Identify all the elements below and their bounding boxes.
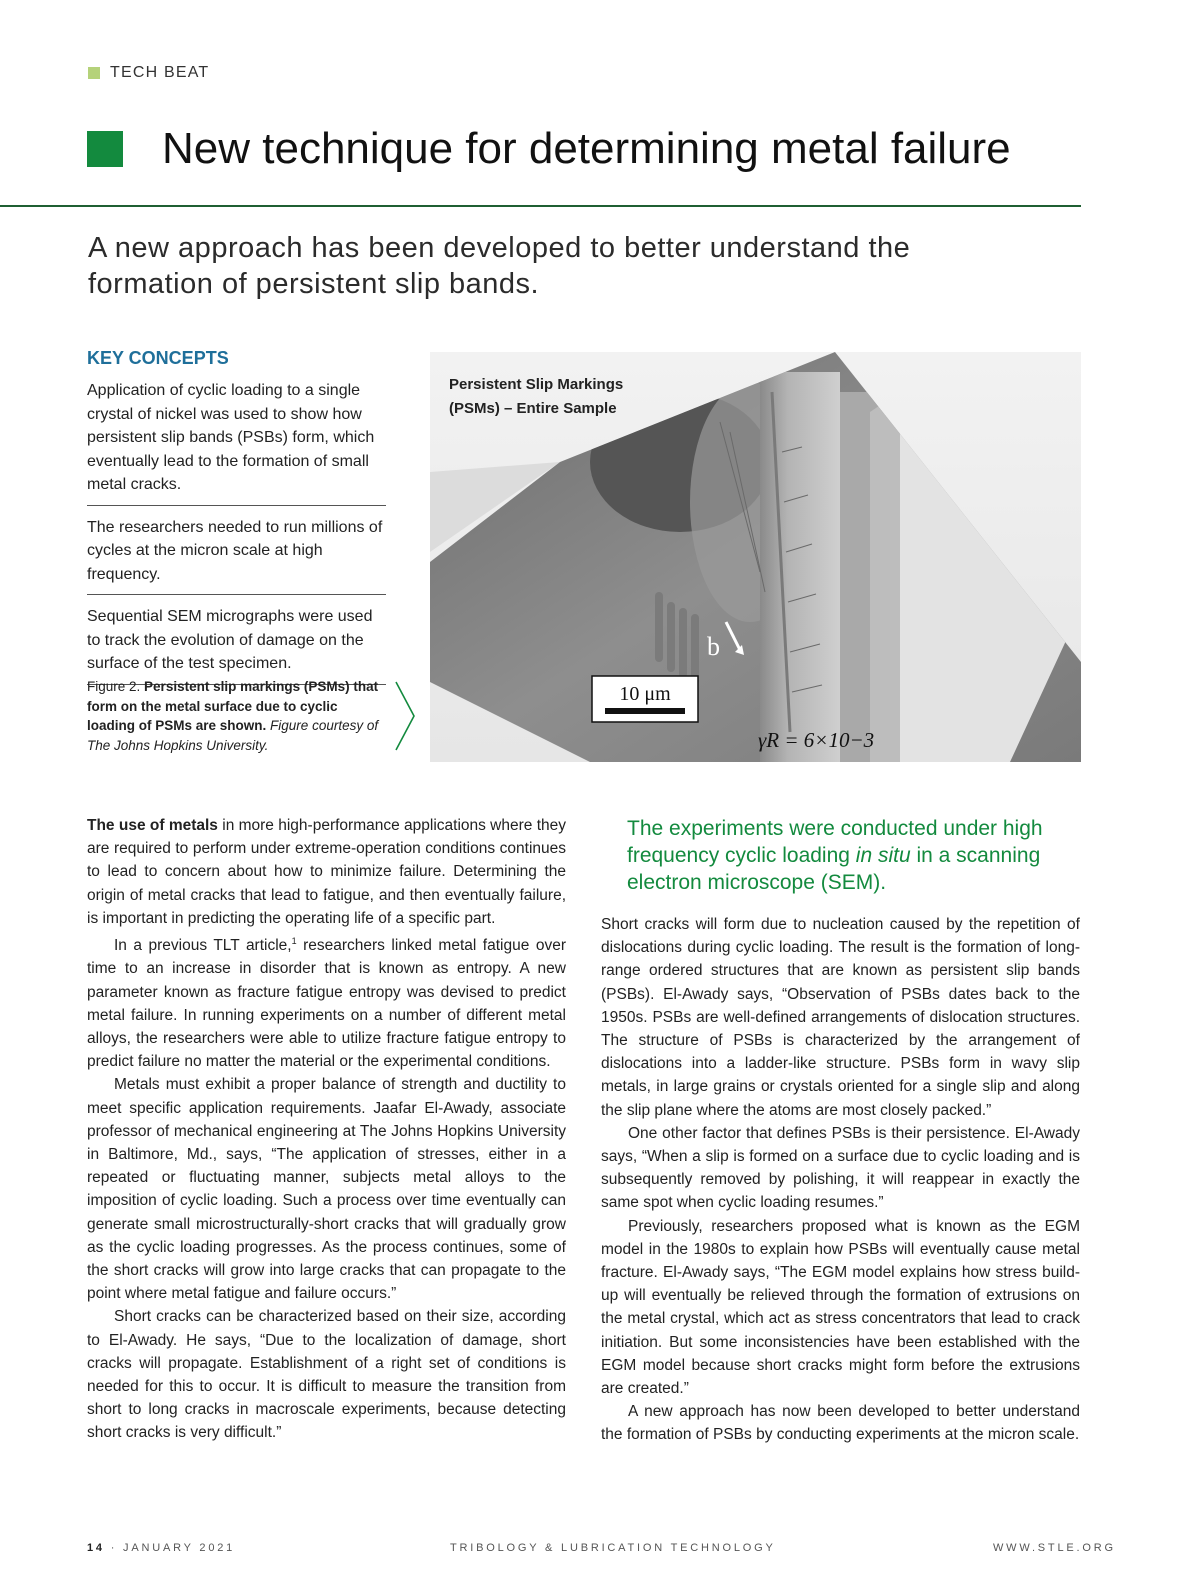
issue-date: JANUARY 2021 [123,1542,236,1554]
figure-label-line1: Persistent Slip Markings [449,376,624,393]
paragraph: A new approach has now been developed to better understand the formation of PSBs by conducting experiments at the micron scale. [601,1403,1080,1444]
article-title: New technique for determining metal failure [162,124,1011,173]
paragraph: Short cracks will form due to nucleation caused by the repetition of dislocations during cyclic loading. The result is the formation of long-range ordered structures that are known as persistent slip bands (PSBs). El-Awady says, “Observation of PSBs dates back to the 1950s. PSBs are well-defined arrangements of dislocation structures. The structure of PSBs is characterized by the arrangement of dislocations into a ladder-like structure. PSBs form in wavy slip metals, in large grains or crystals oriented for a single slip and along the slip plane where the atoms are most closely packed.” [601,916,1080,1119]
paragraph: One other factor that defines PSBs is their persistence. El-Awady says, “When a slip is formed on a surface due to cyclic loading and is subsequently removed by polishing, it will reappear in exactly the same spot when cyclic loading resumes.” [601,1124,1080,1212]
footer-separator: · [110,1542,118,1554]
sem-micrograph-figure [430,352,1081,762]
key-concepts-box [87,348,386,695]
key-concepts-heading: KEY CONCEPTS [87,348,229,368]
pull-quote: The experiments were conducted under high frequency cyclic loading in situ in a scanning electron microscope (SEM). [627,817,1043,894]
strain-amplitude-label: γR = 6×10−3 [758,728,875,752]
caption-credit: Figure courtesy of The Johns Hopkins University. [87,718,379,753]
specimen-pillar [760,372,840,762]
caption-prefix: Figure 2. [87,679,141,694]
footnote-ref: 1 [291,936,297,947]
section-tag-label: TECH BEAT [110,64,210,81]
publication-name: TRIBOLOGY & LUBRICATION TECHNOLOGY [450,1542,776,1554]
figure-label [449,373,669,421]
footer-page-info [87,1542,235,1554]
caption-bold: Persistent slip markings (PSMs) that form on the metal surface due to cyclic loading of PSMs are shown. [87,679,379,733]
paragraph: Short cracks can be characterized based on their size, according to El-Awady. He says, “Due to the localization of damage, short cracks will propagate. Establishment of a right set of conditions is needed for this to occur. It is difficult to measure the transition from short to long cracks in macroscale experiments, because detecting short cracks is very difficult.” [87,1308,566,1442]
body-column-left [87,814,566,1445]
scale-bar [605,708,685,714]
figure-label-line2: (PSMs) – Entire Sample [449,400,617,417]
paragraph: Metals must exhibit a proper balance of strength and ductility to meet specific application requirements. Jaafar El-Awady, associate professor of mechanical engineering at The Johns Hopkins University in Baltimore, Md., says, “The application of stresses, either in a repeated or fluctuating manner, subjects metal alloys to the imposition of cyclic loading. Such a process over time eventually can generate small microstructurally-short cracks that will gradually grow as the cyclic loading progresses. As the process continues, some of the short cracks will grow into large cracks that can propagate to the point where metal fatigue and failure occurs.” [87,1076,566,1303]
paragraph: Previously, researchers proposed what is known as the EGM model in the 1980s to explain how PSBs will eventually cause metal fracture. El-Awady says, “The EGM model explains how stress build-up will eventually be relieved through the formation of extrusions on the metal crystal, which act as stress concentrators that lead to crack initiation. But some inconsistencies have been established with the EGM model because short cracks might form before the extrusions are created.” [601,1217,1080,1398]
chevron-right-icon [392,680,418,752]
title-marker-icon [87,131,123,167]
website-link[interactable]: WWW.STLE.ORG [993,1542,1116,1554]
body-column-right [601,913,1080,1447]
key-concept-item: Sequential SEM micrographs were used to track the evolution of damage on the surface of the test specimen. [87,605,386,685]
paragraph: The use of metals in more high-performance applications where they are required to perform under extreme-operation conditions continues to lead to concern about how to minimize failure. Determining the origin of metal cracks that lead to fatigue, and then eventually failure, is important in predicting the operating life of a specific part. [87,817,567,927]
lead-in: The use of metals [87,817,218,834]
page-number: 14 [87,1542,105,1554]
title-divider [0,205,1081,207]
key-concept-item: The researchers needed to run millions of cycles at the micron scale at high frequency. [87,516,386,596]
key-concept-item: Application of cyclic loading to a single crystal of nickel was used to show how persistent slip bands (PSBs) form, which eventually lead to the formation of small metal cracks. [87,379,386,506]
scale-bar-label: 10 μm [619,683,671,705]
paragraph: In a previous TLT article,$^1$ researchers linked metal fatigue over time to an increase in disorder that is known as entropy. A new parameter known as fracture fatigue entropy was devised to predict metal failure. In running experiments on a number of different metal alloys, the researchers were able to utilize fracture fatigue entropy to predict failure no matter the material or the experimental conditions. [87,936,566,1071]
article-subtitle: A new approach has been developed to better understand the formation of persistent slip bands. [88,232,911,300]
section-tag [88,64,209,82]
figure-caption [87,677,387,755]
section-marker-icon [88,67,100,79]
burgers-vector-label: b [707,632,720,661]
